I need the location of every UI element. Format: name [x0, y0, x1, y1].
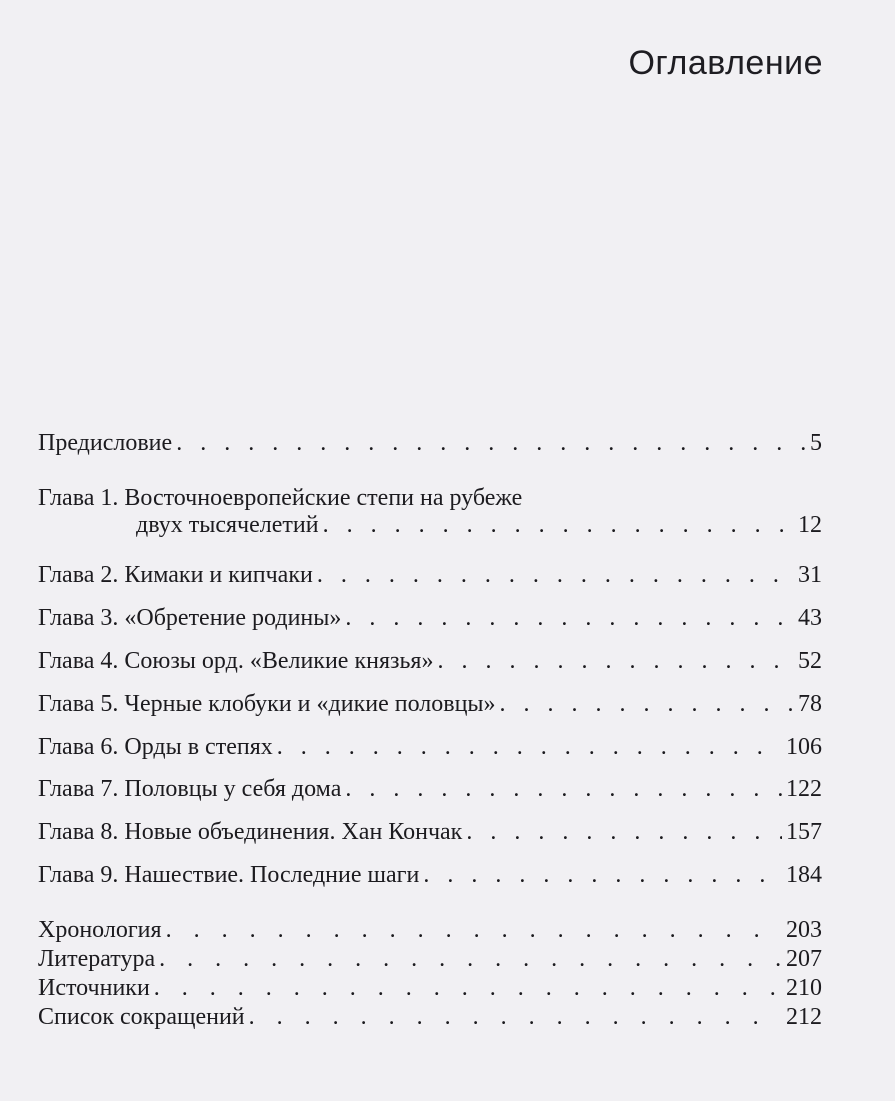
dot-leader	[423, 862, 782, 889]
chapter-number: Глава 3.	[38, 605, 119, 631]
chapter-number: Глава 5.	[38, 691, 119, 717]
toc-entry-chapter-4[interactable]	[38, 648, 822, 675]
toc-entry-title: Источники	[38, 975, 150, 1001]
toc-entry-title: Хронология	[38, 917, 162, 943]
toc-entry-title: «Обретение родины»	[124, 605, 342, 631]
chapter-number: Глава 9.	[38, 862, 119, 888]
dot-leader	[345, 605, 794, 632]
toc-entry-page: 12	[798, 512, 822, 538]
toc-entry-page: 43	[798, 605, 822, 631]
toc-entry-page: 207	[786, 946, 822, 972]
toc-entry-chapter-6[interactable]	[38, 734, 822, 761]
toc-entry-literature[interactable]	[38, 946, 822, 973]
dot-leader	[345, 776, 782, 803]
dot-leader	[323, 512, 794, 539]
dot-leader	[317, 562, 794, 589]
toc-entry-page: 157	[786, 819, 822, 845]
toc-entry-chapter-3[interactable]	[38, 605, 822, 632]
toc-entry-title: Нашествие. Последние шаги	[124, 862, 420, 888]
toc-entry-sources[interactable]	[38, 975, 822, 1002]
toc-entry-title: Орды в степях	[124, 734, 273, 760]
toc-entry-chapter-9[interactable]	[38, 862, 822, 889]
toc-entry-page: 78	[798, 691, 822, 717]
page-title: Оглавление	[628, 44, 823, 82]
toc-entry-page: 5	[810, 430, 822, 456]
toc-entry-page: 31	[798, 562, 822, 588]
chapter-number: Глава 6.	[38, 734, 119, 760]
toc-entry-abbreviations[interactable]	[38, 1004, 822, 1031]
toc-entry-page: 106	[786, 734, 822, 760]
chapter-number: Глава 1.	[38, 485, 119, 511]
dot-leader	[277, 734, 782, 761]
toc-entry-page: 184	[786, 862, 822, 888]
toc-entry-title: Половцы у себя дома	[124, 776, 342, 802]
dot-leader	[466, 819, 782, 846]
toc-entry-title: Список сокращений	[38, 1004, 245, 1030]
toc-entry-page: 52	[798, 648, 822, 674]
toc-entry-title: Литература	[38, 946, 156, 972]
toc-entry-chapter-7[interactable]	[38, 776, 822, 803]
toc-entry-title: Восточноевропейские степи на рубеже	[124, 485, 523, 511]
toc-entry-chapter-5[interactable]	[38, 691, 822, 718]
toc-entry-preface[interactable]	[38, 430, 822, 457]
dot-leader	[500, 691, 794, 718]
dot-leader	[176, 430, 806, 457]
toc-entry-title: Черные клобуки и «дикие половцы»	[124, 691, 496, 717]
dot-leader	[437, 648, 794, 675]
toc-entry-chapter-8[interactable]	[38, 819, 822, 846]
chapter-number: Глава 8.	[38, 819, 119, 845]
toc-entry-title: Новые объединения. Хан Кончак	[124, 819, 463, 845]
toc-entry-page: 212	[786, 1004, 822, 1030]
toc-entry-title: Союзы орд. «Великие князья»	[124, 648, 434, 674]
chapter-number: Глава 4.	[38, 648, 119, 674]
toc-entry-page: 203	[786, 917, 822, 943]
toc-entry-title: Предисловие	[38, 430, 173, 456]
toc-entry-chapter-1[interactable]	[38, 485, 822, 539]
dot-leader	[166, 917, 782, 944]
chapter-number: Глава 7.	[38, 776, 119, 802]
toc-entry-chronology[interactable]	[38, 917, 822, 944]
dot-leader	[159, 946, 782, 973]
toc-entry-chapter-2[interactable]	[38, 562, 822, 589]
toc-entry-page: 122	[786, 776, 822, 802]
dot-leader	[154, 975, 782, 1002]
toc-entry-page: 210	[786, 975, 822, 1001]
toc-entry-title-continued: двух тысячелетий	[136, 512, 319, 538]
dot-leader	[249, 1004, 782, 1031]
toc-entry-title: Кимаки и кипчаки	[124, 562, 313, 588]
chapter-number: Глава 2.	[38, 562, 119, 588]
